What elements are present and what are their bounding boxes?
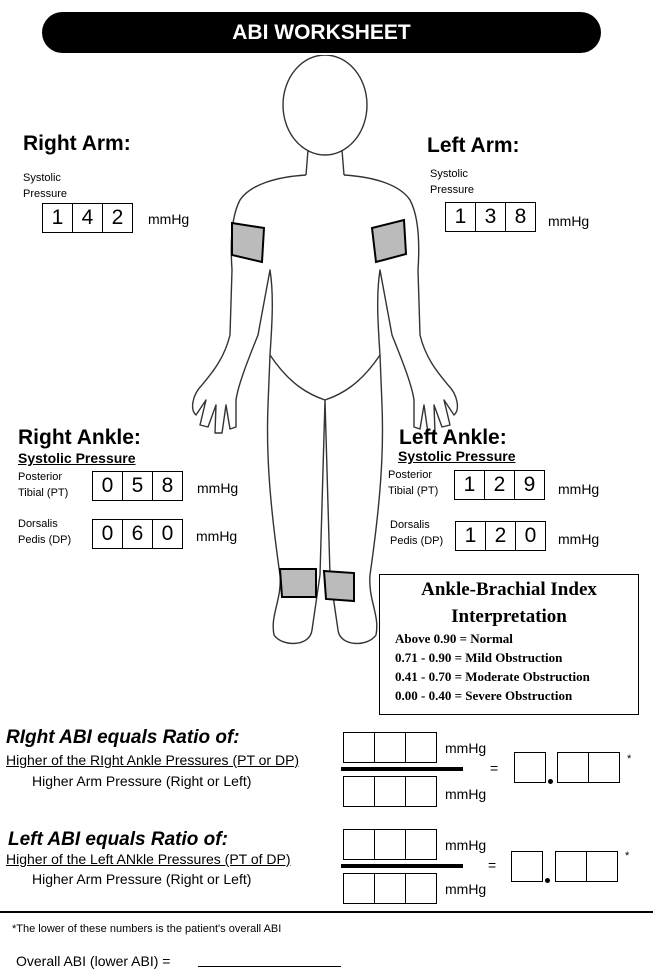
right-ankle-cuff (280, 569, 316, 597)
left-ankle-subheading: Systolic Pressure (398, 448, 516, 464)
left-abi-equals: = (488, 857, 497, 873)
legend-row: 0.00 - 0.40 = Severe Obstruction (395, 688, 573, 703)
abi-interpretation-legend (379, 574, 639, 715)
right-arm-pressure-boxes[interactable] (42, 203, 133, 233)
right-arm-systolic-label: Systolic Pressure (23, 172, 68, 200)
right-abi-asterisk: * (627, 753, 632, 765)
page-title: ABI WORKSHEET (42, 12, 601, 53)
left-abi-denominator-input[interactable] (343, 873, 437, 904)
right-abi-fraction-line (341, 767, 463, 771)
digit-box: 4 (73, 204, 103, 232)
overall-abi-input-line[interactable] (198, 966, 341, 967)
right-abi-result-decimals[interactable] (557, 752, 620, 783)
left-abi-asterisk: * (625, 850, 630, 862)
left-ankle-pt-boxes[interactable] (454, 470, 545, 500)
left-ankle-dp-unit: mmHg (558, 531, 600, 547)
right-abi-denominator-unit: mmHg (445, 786, 487, 802)
right-arm-unit: mmHg (148, 211, 190, 227)
left-abi-fraction-line (341, 864, 463, 868)
left-ankle-cuff (324, 571, 354, 601)
left-abi-result-decimals[interactable] (555, 851, 618, 882)
left-arm-pressure-boxes[interactable] (445, 202, 536, 232)
left-arm-heading: Left Arm: (427, 134, 520, 157)
left-abi-result-whole[interactable] (511, 851, 543, 882)
decimal-point (545, 878, 550, 883)
legend-title-line2: Interpretation (451, 606, 567, 627)
right-ankle-pt-unit: mmHg (197, 480, 239, 496)
right-arm-cuff (232, 223, 264, 262)
right-ankle-heading: Right Ankle: (18, 426, 141, 449)
right-ankle-subheading: Systolic Pressure (18, 450, 136, 466)
legend-row: 0.71 - 0.90 = Mild Obstruction (395, 650, 563, 665)
digit-box: 2 (485, 471, 515, 499)
left-arm-systolic-label: Systolic Pressure (430, 168, 475, 196)
left-ankle-pt-label: Posterior Tibial (PT) (388, 469, 439, 497)
digit-box: 8 (161, 474, 174, 497)
right-abi-equals: = (490, 760, 499, 776)
digit-box: 2 (111, 206, 124, 229)
digit-box: 0 (524, 524, 537, 547)
decimal-point (548, 779, 553, 784)
right-abi-denominator-input[interactable] (343, 776, 437, 807)
digit-box: 5 (123, 472, 153, 500)
footnote: *The lower of these numbers is the patient's overall ABI (12, 923, 282, 935)
overall-abi-label: Overall ABI (lower ABI) = (16, 953, 171, 969)
left-abi-title: Left ABI equals Ratio of: (8, 829, 228, 850)
right-arm-heading: Right Arm: (23, 132, 131, 155)
left-abi-denominator-label: Higher Arm Pressure (Right or Left) (32, 871, 252, 887)
legend-row: 0.41 - 0.70 = Moderate Obstruction (395, 669, 590, 684)
digit-box: 2 (486, 522, 516, 550)
left-arm-cuff (372, 220, 406, 262)
right-abi-numerator-input[interactable] (343, 732, 437, 763)
digit-box: 1 (43, 204, 73, 232)
right-ankle-pt-boxes[interactable] (92, 471, 183, 501)
right-abi-title: RIght ABI equals Ratio of: (6, 727, 240, 748)
digit-box: 6 (123, 520, 153, 548)
digit-box: 1 (456, 522, 486, 550)
digit-box: 0 (161, 522, 174, 545)
right-ankle-pt-label: Posterior Tibial (PT) (18, 471, 69, 499)
left-ankle-dp-label: Dorsalis Pedis (DP) (390, 519, 444, 547)
digit-box: 8 (514, 205, 527, 228)
legend-title-line1: Ankle-Brachial Index (421, 579, 597, 600)
digit-box: 9 (523, 473, 536, 496)
legend-row: Above 0.90 = Normal (395, 631, 513, 646)
left-abi-numerator-unit: mmHg (445, 837, 487, 853)
footer-divider (0, 911, 653, 913)
right-ankle-dp-boxes[interactable] (92, 519, 183, 549)
right-abi-numerator-unit: mmHg (445, 740, 487, 756)
left-ankle-dp-boxes[interactable] (455, 521, 546, 551)
left-ankle-pt-unit: mmHg (558, 481, 600, 497)
left-abi-denominator-unit: mmHg (445, 881, 487, 897)
digit-box: 0 (93, 520, 123, 548)
left-abi-numerator-input[interactable] (343, 829, 437, 860)
digit-box: 0 (93, 472, 123, 500)
left-arm-unit: mmHg (548, 213, 590, 229)
right-ankle-dp-unit: mmHg (196, 528, 238, 544)
right-abi-denominator-label: Higher Arm Pressure (Right or Left) (32, 773, 252, 789)
digit-box: 1 (446, 203, 476, 231)
right-abi-numerator-label: Higher of the RIght Ankle Pressures (PT or DP) (6, 752, 300, 768)
left-ankle-heading: Left Ankle: (399, 426, 507, 449)
digit-box: 3 (476, 203, 506, 231)
right-ankle-dp-label: Dorsalis Pedis (DP) (18, 518, 72, 546)
digit-box: 1 (455, 471, 485, 499)
left-abi-numerator-label: Higher of the Left ANkle Pressures (PT of DP) (6, 851, 291, 867)
right-abi-result-whole[interactable] (514, 752, 546, 783)
